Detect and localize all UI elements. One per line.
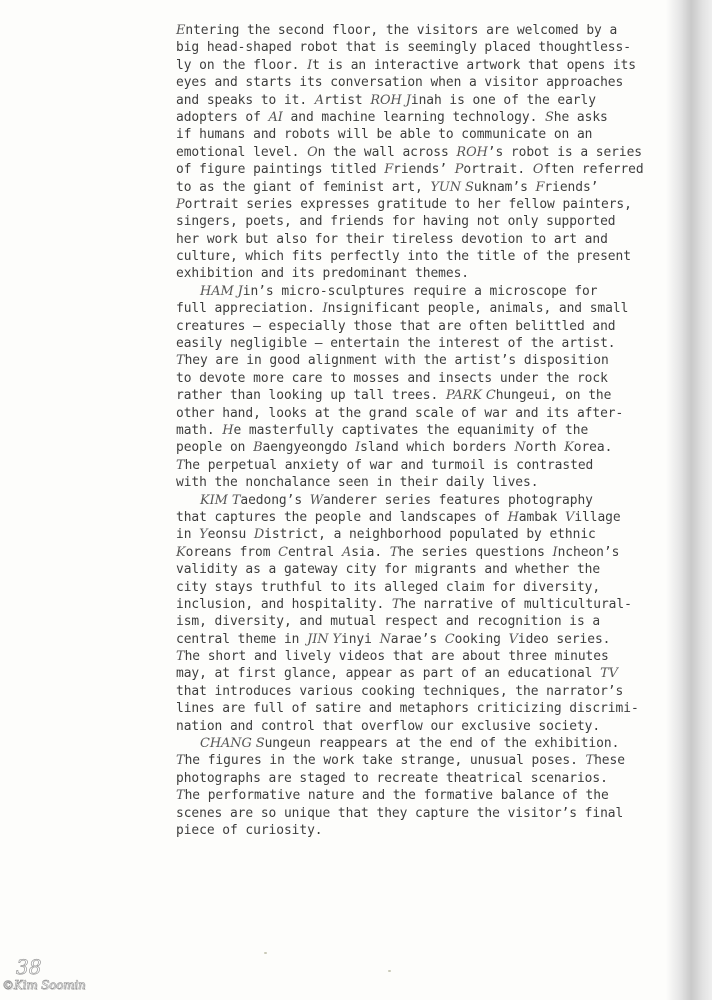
text-run: city stays truthful to its alleged claim for diversity, (176, 579, 601, 595)
text-run: e masterfully captivates the equanimity of the (233, 422, 589, 438)
text-run: in’s micro-sculptures require a microscope for (242, 283, 598, 299)
text-run: with the nonchalance seen in their daily lives. (176, 475, 539, 491)
text-run: illage (574, 509, 621, 525)
text-line (176, 57, 646, 74)
text-run: aengyeongdo (262, 440, 356, 456)
text-run: he narrative of multicultural- (400, 596, 632, 612)
text-run: ortrait. (463, 162, 533, 178)
emphasis-text: T (176, 353, 185, 369)
text-run: nation and control that overflow our exclusive society. (176, 718, 601, 734)
text-run: t is an interactive artwork that opens its (312, 57, 636, 73)
text-run: istrict, a neighborhood populated by ethnic (264, 527, 596, 543)
emphasis-text: KIM T (200, 492, 241, 508)
text-line (176, 648, 646, 665)
emphasis-text: I (355, 440, 361, 456)
text-run: scenes are so unique that they capture the visitor’s final (176, 805, 624, 821)
emphasis-text: H (507, 509, 519, 525)
text-run: inyi (341, 631, 380, 647)
emphasis-text: AI (268, 109, 283, 125)
text-run: emotional level. (176, 144, 308, 160)
text-line (176, 735, 646, 752)
text-run: uknam’s (473, 179, 536, 195)
text-run: ften referred (543, 162, 644, 178)
text-line (176, 770, 646, 787)
text-run: photographs are staged to recreate theatrical scenarios. (176, 770, 608, 786)
emphasis-text: B (253, 440, 263, 456)
text-run: if humans and robots will be able to communicate on an (176, 127, 593, 143)
emphasis-text: V (508, 631, 518, 647)
emphasis-text: N (514, 440, 526, 456)
text-run: he short and lively videos that are about three minutes (184, 649, 609, 665)
text-run: in (176, 527, 200, 543)
text-line (176, 422, 646, 439)
emphasis-text: T (176, 649, 185, 665)
text-run: piece of curiosity. (176, 822, 323, 838)
text-line (176, 248, 646, 265)
text-run: to as the giant of feminist art, (176, 179, 431, 195)
text-run: lines are full of satire and metaphors criticizing discrimi- (176, 701, 639, 717)
emphasis-text: T (176, 753, 185, 769)
emphasis-text: JIN Y (307, 631, 341, 647)
text-run: full appreciation. (176, 301, 323, 317)
text-run: easily negligible – entertain the interest of the artist. (176, 336, 616, 352)
emphasis-text: F (535, 179, 545, 195)
paragraph (176, 735, 646, 839)
text-line (176, 492, 646, 509)
text-run: ntering the second floor, the visitors are welcomed by a (185, 23, 618, 38)
text-run: may, at first glance, appear as part of an educational (176, 666, 601, 682)
text-run: ncheon’s (557, 544, 620, 560)
text-line (176, 352, 646, 369)
text-run: riends’ (544, 179, 599, 195)
text-line (176, 161, 646, 178)
emphasis-text: I (307, 57, 313, 73)
emphasis-text: T (585, 753, 595, 769)
text-line (176, 231, 646, 248)
text-run: inclusion, and hospitality. (176, 596, 392, 612)
text-line (176, 631, 646, 648)
emphasis-text: A (314, 92, 325, 108)
text-run: ly on the floor. (176, 57, 308, 73)
text-run: arae’s (390, 631, 445, 647)
emphasis-text: T (176, 457, 185, 473)
emphasis-text: CHANG S (200, 736, 265, 752)
text-line (176, 787, 646, 804)
text-run: he figures in the work take strange, unusual poses. (184, 753, 586, 769)
text-line (176, 457, 646, 474)
text-run: to devote more care to mosses and insects under the rock (176, 370, 608, 386)
text-line (176, 805, 646, 822)
text-line (176, 144, 646, 161)
paragraph (176, 283, 646, 492)
text-run: hese (594, 753, 625, 769)
text-run: validity as a gateway city for migrants and whether the (176, 562, 601, 578)
text-line (176, 526, 646, 543)
text-run: hungeui, on the (495, 388, 612, 404)
text-run: nsignificant people, animals, and small (327, 301, 629, 317)
text-line (176, 387, 646, 404)
emphasis-text: F (384, 162, 394, 178)
emphasis-text: I (322, 301, 328, 317)
emphasis-text: V (565, 509, 575, 525)
emphasis-text: HAM J (200, 283, 243, 299)
text-run: central theme in (176, 631, 308, 647)
text-run: anderer series features photography (322, 492, 593, 508)
text-line (176, 39, 646, 56)
text-line (176, 579, 646, 596)
text-run: sia. (351, 544, 390, 560)
text-run: eyes and starts its conversation when a visitor approaches (176, 75, 624, 91)
text-run: math. (176, 422, 223, 438)
text-run: eonsu (207, 527, 254, 543)
text-run: and machine learning technology. (282, 109, 546, 125)
text-line (176, 265, 646, 282)
text-run: ambak (518, 509, 566, 525)
scan-speck (388, 970, 391, 972)
emphasis-text: P (176, 196, 185, 212)
text-line (176, 283, 646, 300)
text-run: ungeun reappears at the end of the exhibition. (264, 736, 620, 752)
text-line (176, 318, 646, 335)
text-run: and speaks to it. (176, 92, 315, 108)
emphasis-text: N (379, 631, 391, 647)
text-line (176, 22, 646, 39)
text-line (176, 683, 646, 700)
text-run: sland which borders (360, 440, 515, 456)
text-run: orth (525, 440, 565, 456)
text-line (176, 752, 646, 769)
text-line (176, 718, 646, 735)
text-run: ortrait series expresses gratitude to her fellow painters, (184, 196, 632, 212)
emphasis-text: D (253, 527, 265, 543)
text-line (176, 300, 646, 317)
text-run: of figure paintings titled (176, 162, 385, 178)
text-line (176, 822, 646, 839)
emphasis-text: T (391, 596, 401, 612)
text-line (176, 335, 646, 352)
emphasis-text: TV (600, 666, 618, 682)
text-line (176, 596, 646, 613)
text-run: ideo series. (517, 631, 611, 647)
emphasis-text: K (564, 440, 574, 456)
emphasis-text: H (222, 422, 234, 438)
emphasis-text: P (454, 162, 464, 178)
emphasis-text: E (176, 23, 186, 38)
text-line (176, 613, 646, 630)
emphasis-text: K (176, 544, 186, 560)
text-run: that introduces various cooking techniques, the narrator’s (176, 683, 624, 699)
paragraph (176, 22, 646, 283)
text-line (176, 126, 646, 143)
emphasis-text: Y (199, 527, 208, 543)
emphasis-text: C (444, 631, 455, 647)
text-line (176, 179, 646, 196)
text-run: inah is one of the early (410, 92, 596, 108)
emphasis-text: PARK C (445, 388, 496, 404)
text-run: other hand, looks at the grand scale of war and its after- (176, 405, 624, 421)
text-line (176, 109, 646, 126)
emphasis-text: O (307, 144, 318, 160)
emphasis-text: O (532, 162, 544, 178)
emphasis-text: S (545, 109, 554, 125)
text-line (176, 92, 646, 109)
text-run: orea. (573, 440, 613, 456)
text-line (176, 74, 646, 91)
emphasis-text: W (309, 492, 323, 508)
emphasis-text: ROH J (370, 92, 411, 108)
text-run: he performative nature and the formative balance of the (184, 788, 609, 804)
text-run: that captures the people and landscapes of (176, 509, 508, 525)
binding-shadow (666, 0, 712, 1000)
text-run: exhibition and its predominant themes. (176, 266, 470, 282)
page-number: 38 (16, 955, 42, 979)
text-line (176, 509, 646, 526)
text-line (176, 665, 646, 682)
emphasis-text: T (176, 788, 185, 804)
text-line (176, 196, 646, 213)
text-run: creatures – especially those that are often belittled and (176, 318, 616, 334)
text-run: rather than looking up tall trees. (176, 388, 446, 404)
text-run: singers, poets, and friends for having not only supported (176, 214, 616, 230)
text-run: entral (287, 544, 342, 560)
text-run: ism, diversity, and mutual respect and recognition is a (176, 614, 601, 630)
text-line (176, 370, 646, 387)
text-run: hey are in good alignment with the artist’s disposition (184, 353, 609, 369)
text-line (176, 213, 646, 230)
text-run: rtist (324, 92, 371, 108)
text-run: her work but also for their tireless devotion to art and (176, 231, 608, 247)
text-run: culture, which fits perfectly into the title of the present (176, 249, 631, 265)
text-run: ooking (454, 631, 509, 647)
text-line (176, 544, 646, 561)
body-text (176, 22, 646, 839)
emphasis-text: C (278, 544, 288, 560)
text-line (176, 439, 646, 456)
text-run: riends’ (393, 162, 455, 178)
scan-speck (264, 952, 267, 954)
text-run: aedong’s (240, 492, 310, 508)
text-run: big head-shaped robot that is seemingly placed thoughtless- (176, 40, 631, 56)
emphasis-text: ROH (456, 144, 488, 160)
text-run: adopters of (176, 109, 269, 125)
text-line (176, 561, 646, 578)
text-line (176, 405, 646, 422)
emphasis-text: T (389, 544, 399, 560)
text-line (176, 474, 646, 491)
text-run: he series questions (398, 544, 553, 560)
text-run: oreans from (185, 544, 279, 560)
text-line (176, 700, 646, 717)
watermark: ©Kim Soomin (2, 978, 86, 992)
text-run: n the wall across (317, 144, 457, 160)
text-run: people on (176, 440, 254, 456)
emphasis-text: A (341, 544, 352, 560)
text-run: ’s robot is a series (487, 144, 643, 160)
emphasis-text: YUN S (430, 179, 474, 195)
text-run: he perpetual anxiety of war and turmoil is contrasted (184, 457, 594, 473)
paragraph (176, 492, 646, 735)
text-run: he asks (553, 109, 608, 125)
emphasis-text: I (552, 544, 558, 560)
